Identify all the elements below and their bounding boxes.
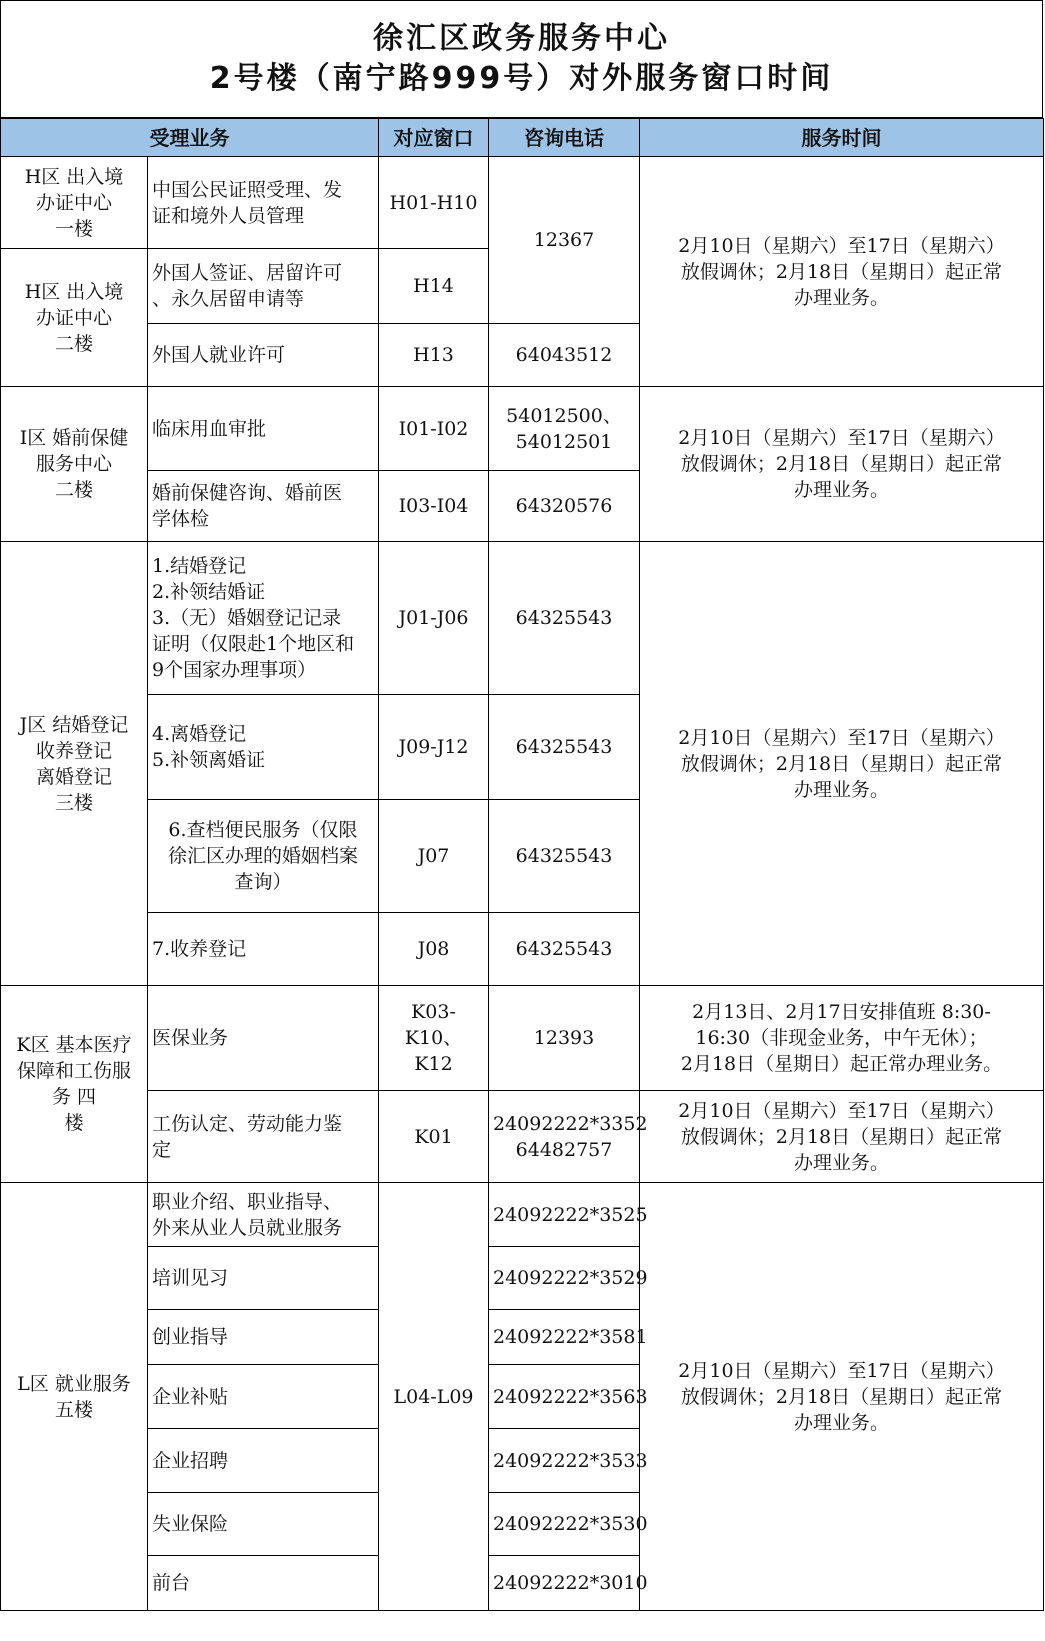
zone-cell: K区 基本医疗 保障和工伤服 务 四 楼 [1,986,148,1183]
title-line-2: 2号楼（南宁路999号）对外服务窗口时间 [209,61,834,96]
phone-cell: 12367 [489,157,640,324]
business-cell: 7.收养登记 [148,913,379,986]
table-row [1,1091,1044,1183]
header-window: 对应窗口 [379,119,489,157]
table-header-row [1,119,1044,157]
phone-cell: 24092222*3533 [489,1429,640,1493]
business-cell: 外国人签证、居留许可 、永久居留申请等 [148,249,379,324]
phone-cell: 12393 [489,986,640,1091]
table-row [1,986,1044,1091]
phone-cell: 24092222*3352 64482757 [489,1091,640,1183]
zone-cell: H区 出入境 办证中心 二楼 [1,249,148,387]
phone-cell: 54012500、 54012501 [489,387,640,471]
zone-cell: I区 婚前保健 服务中心 二楼 [1,387,148,542]
service-time-cell: 2月13日、2月17日安排值班 8:30- 16:30（非现金业务，中午无休）； 2月18日（星期日）起正常办理业务。 [640,986,1044,1091]
service-time-cell: 2月10日（星期六）至17日（星期六） 放假调休；2月18日（星期日）起正常 办理业务。 [640,1183,1044,1611]
business-cell: 培训见习 [148,1247,379,1310]
zone-cell: L区 就业服务 五楼 [1,1183,148,1611]
phone-cell: 24092222*3010 [489,1556,640,1611]
window-cell: K01 [379,1091,489,1183]
window-cell: J01-J06 [379,542,489,695]
business-cell: 4.离婚登记 5.补领离婚证 [148,695,379,800]
service-time-cell: 2月10日（星期六）至17日（星期六） 放假调休；2月18日（星期日）起正常 办理业务。 [640,387,1044,542]
window-cell: H13 [379,324,489,387]
phone-cell: 24092222*3525 [489,1183,640,1247]
title-line-1: 徐汇区政务服务中心 [373,21,670,56]
service-time-cell: 2月10日（星期六）至17日（星期六） 放假调休；2月18日（星期日）起正常 办理业务。 [640,157,1044,387]
window-cell: J08 [379,913,489,986]
header-business: 受理业务 [1,119,379,157]
business-cell: 企业补贴 [148,1365,379,1429]
service-time-cell: 2月10日（星期六）至17日（星期六） 放假调休；2月18日（星期日）起正常 办理业务。 [640,542,1044,986]
window-cell: J07 [379,800,489,913]
header-time: 服务时间 [640,119,1044,157]
business-cell: 工伤认定、劳动能力鉴 定 [148,1091,379,1183]
zone-cell: J区 结婚登记 收养登记 离婚登记 三楼 [1,542,148,986]
business-cell: 企业招聘 [148,1429,379,1493]
phone-cell: 64325543 [489,913,640,986]
window-cell: I03-I04 [379,471,489,542]
window-cell: L04-L09 [379,1183,489,1611]
service-window-table [0,118,1044,1611]
zone-cell: H区 出入境 办证中心 一楼 [1,157,148,249]
business-cell: 职业介绍、职业指导、 外来从业人员就业服务 [148,1183,379,1247]
phone-cell: 24092222*3581 [489,1310,640,1365]
header-phone: 咨询电话 [489,119,640,157]
phone-cell: 64325543 [489,695,640,800]
service-time-cell: 2月10日（星期六）至17日（星期六） 放假调休；2月18日（星期日）起正常 办理业务。 [640,1091,1044,1183]
window-cell: H01-H10 [379,157,489,249]
table-row [1,1183,1044,1247]
phone-cell: 24092222*3529 [489,1247,640,1310]
phone-cell: 64325543 [489,800,640,913]
window-cell: H14 [379,249,489,324]
business-cell: 失业保险 [148,1493,379,1556]
window-cell: J09-J12 [379,695,489,800]
business-cell: 6.查档便民服务（仅限 徐汇区办理的婚姻档案 查询） [148,800,379,913]
business-cell: 临床用血审批 [148,387,379,471]
table-row [1,542,1044,695]
table-row [1,387,1044,471]
business-cell: 1.结婚登记 2.补领结婚证 3.（无）婚姻登记记录 证明（仅限赴1个地区和 9个国家办理事项） [148,542,379,695]
business-cell: 医保业务 [148,986,379,1091]
business-cell: 前台 [148,1556,379,1611]
phone-cell: 64325543 [489,542,640,695]
table-row [1,157,1044,249]
business-cell: 婚前保健咨询、婚前医 学体检 [148,471,379,542]
window-cell: K03-K10、 K12 [379,986,489,1091]
phone-cell: 64320576 [489,471,640,542]
phone-cell: 24092222*3563 [489,1365,640,1429]
page-title [0,0,1043,118]
window-cell: I01-I02 [379,387,489,471]
phone-cell: 24092222*3530 [489,1493,640,1556]
phone-cell: 64043512 [489,324,640,387]
business-cell: 中国公民证照受理、发 证和境外人员管理 [148,157,379,249]
business-cell: 外国人就业许可 [148,324,379,387]
business-cell: 创业指导 [148,1310,379,1365]
